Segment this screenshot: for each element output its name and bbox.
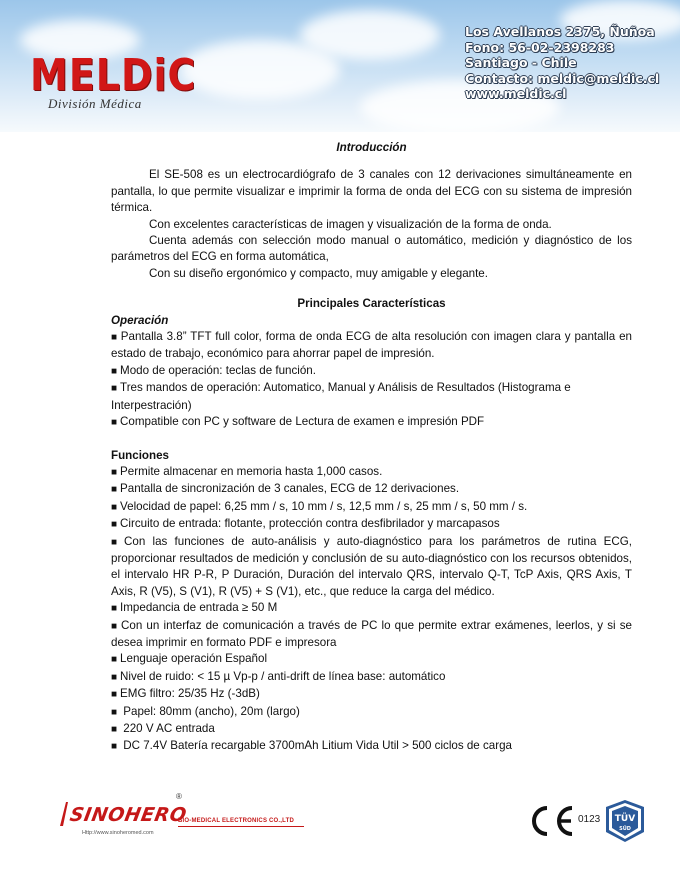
features-title: Principales Características	[297, 297, 446, 311]
bullet-icon: ■	[111, 519, 118, 531]
company-name: BIO-MEDICAL ELECTRONICS CO.,LTD	[178, 818, 294, 824]
tuv-sud-badge-icon	[602, 798, 648, 844]
bullet-icon: ■	[111, 383, 118, 395]
meldic-logo	[30, 49, 197, 114]
bullet-icon: ■	[111, 501, 118, 513]
bullet-icon: ■	[111, 603, 118, 615]
list-item: ■ Pantalla 3.8” TFT full color, forma de onda ECG de alta resolución con imagen clara y pantalla en estado de trabajo, económico para ahorrar papel de impresión.	[111, 330, 632, 361]
functions-list	[111, 464, 632, 756]
bullet-icon: ■	[111, 536, 122, 548]
list-item: ■ Tres mandos de operación: Automatico, Manual y Análisis de Resultados (Histograma e Interpestración)	[111, 381, 571, 412]
company-url[interactable]: Http://www.sinoheromed.com	[82, 830, 154, 836]
bullet-icon: ■	[111, 689, 118, 701]
tuv-bottom-text: SÜD	[619, 826, 631, 832]
list-item: ■ EMG filtro: 25/35 Hz (-3dB)	[111, 687, 260, 701]
bullet-icon: ■	[111, 484, 118, 496]
intro-paragraph: Con excelentes características de imagen y visualización de la forma de onda.	[149, 217, 552, 231]
list-item: ■ Permite almacenar en memoria hasta 1,000 casos.	[111, 464, 383, 478]
logo-name: MELDiC	[30, 49, 197, 101]
list-item: ■ Modo de operación: teclas de función.	[111, 363, 316, 377]
list-item: ■ Velocidad de papel: 6,25 mm / s, 10 mm / s, 12,5 mm / s, 25 mm / s, 50 mm / s.	[111, 499, 528, 513]
bullet-icon: ■	[111, 706, 118, 718]
sinohero-brand: SINOHERO	[68, 804, 189, 826]
bullet-icon: ■	[111, 741, 118, 753]
divider	[178, 826, 304, 827]
list-item: ■ Compatible con PC y software de Lectura de examen e impresión PDF	[111, 415, 485, 429]
bullet-icon: ■	[111, 365, 118, 377]
contact-city: Santiago - Chile	[465, 55, 577, 70]
list-item: ■ Papel: 80mm (ancho), 20m (largo)	[111, 704, 300, 718]
bullet-icon: ■	[111, 417, 118, 429]
bullet-icon: ■	[111, 620, 118, 632]
operation-list	[111, 329, 632, 431]
intro-paragraph: El SE-508 es un electrocardiógrafo de 3 canales con 12 derivaciones simultáneamente en pantalla, lo que permite visualizar e imprimir la forma de onda del ECG con su sistema de impresión térmica.	[111, 168, 632, 215]
registered-mark: ®	[176, 792, 182, 801]
contact-address: Los Avellanos 2375, Ñuñoa	[465, 24, 655, 39]
sinohero-logo	[60, 792, 320, 838]
ce-mark-icon	[528, 804, 576, 838]
list-item: ■ Impedancia de entrada ≥ 50 M	[111, 601, 278, 615]
bullet-icon: ■	[111, 671, 118, 683]
contact-block	[465, 24, 675, 102]
tuv-top-text: TÜV	[614, 814, 636, 824]
cloud-decoration	[300, 10, 440, 60]
contact-website[interactable]: www.meldic.cl	[465, 86, 567, 101]
list-item: ■ DC 7.4V Batería recargable 3700mAh Litium Vida Util > 500 ciclos de carga	[111, 739, 512, 753]
intro-paragraph: Con su diseño ergonómico y compacto, muy amigable y elegante.	[149, 266, 488, 280]
intro-title: Introducción	[336, 141, 407, 154]
operation-heading: Operación	[111, 313, 169, 327]
list-item: ■ Pantalla de sincronización de 3 canales, ECG de 12 derivaciones.	[111, 482, 460, 496]
sinohero-mark-icon	[60, 802, 68, 826]
header-banner	[0, 0, 680, 132]
list-item: ■ Con un interfaz de comunicación a través de PC lo que permite extrar exámenes, leerlos, y si se desea imprimir en formato PDF e impresora	[111, 618, 632, 649]
bullet-icon: ■	[111, 654, 118, 666]
list-item: ■ Nivel de ruido: < 15 µ Vp-p / anti-drift de línea base: automático	[111, 669, 446, 683]
notified-body-number: 0123	[578, 814, 601, 825]
list-item: ■ Con las funciones de auto-análisis y auto-diagnóstico para los parámetros de rutina ECG, proporcionar resultados de medición y conclusión de su auto-diagnóstico con los recursos obtenidos, el intervalo HR P-R, P Duración, Duración del intervalo QRS, intervalo Q-T, TcP Axis, QRS Axis, T Axis, R (V5), S (V1), R (V5) + S (V1), etc., que reduce la carga del médico.	[111, 534, 632, 598]
logo-subtitle: División Médica	[48, 96, 142, 111]
intro-paragraph: Cuenta además con selección modo manual o automático, medición y diagnóstico de los parámetros del ECG en forma automática,	[111, 234, 632, 264]
contact-email[interactable]: Contacto: meldic@meldic.cl	[465, 70, 660, 86]
list-item: ■ 220 V AC entrada	[111, 722, 215, 735]
functions-heading: Funciones	[111, 448, 169, 462]
bullet-icon: ■	[111, 724, 118, 735]
contact-phone: Fono: 56-02-2398283	[465, 39, 615, 55]
list-item: ■ Circuito de entrada: flotante, protección contra desfibrilador y marcapasos	[111, 517, 500, 531]
spacer	[111, 432, 632, 448]
list-item: ■ Lenguaje operación Español	[111, 652, 268, 666]
document-body	[111, 136, 632, 756]
bullet-icon: ■	[111, 466, 118, 478]
bullet-icon: ■	[111, 332, 118, 344]
